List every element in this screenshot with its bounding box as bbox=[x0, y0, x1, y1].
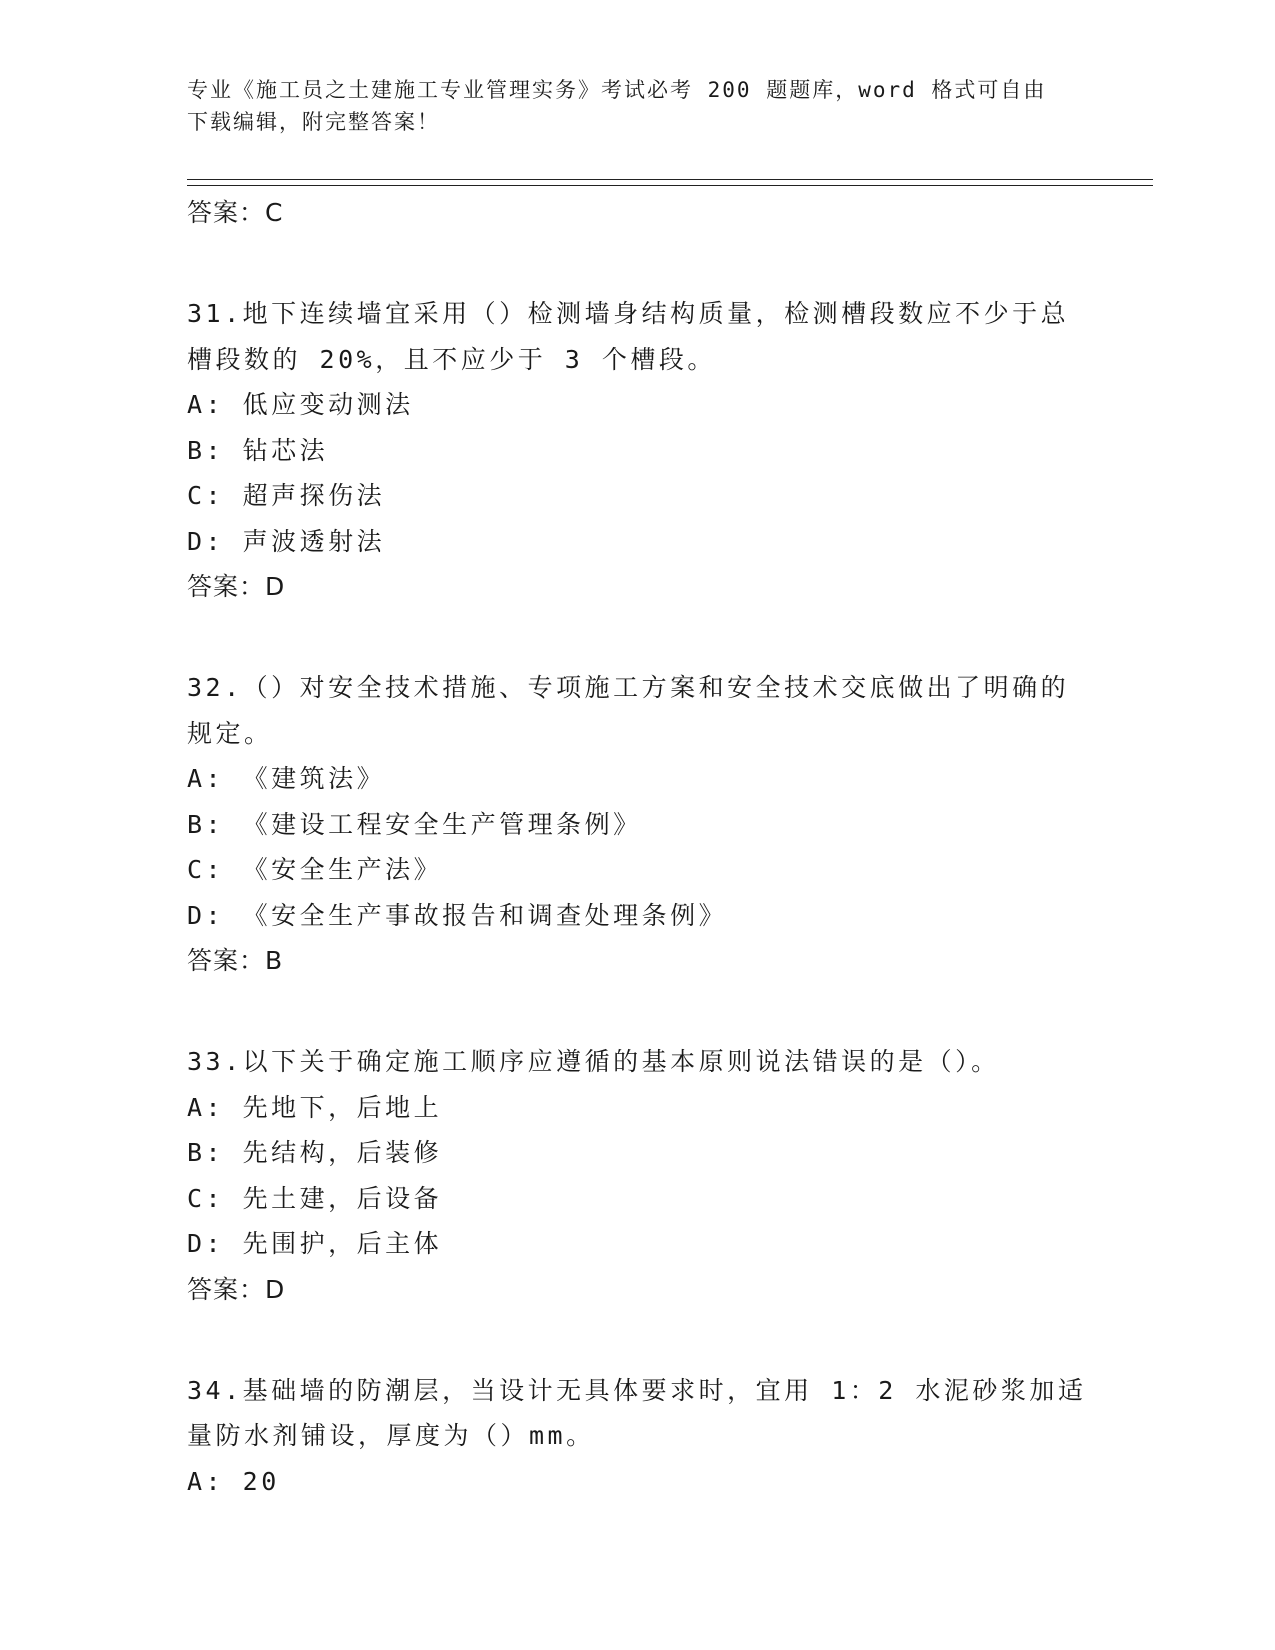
question-32 bbox=[187, 665, 1087, 983]
option-c: C: 超声探伤法 bbox=[187, 481, 386, 510]
question-text: 34.基础墙的防潮层，当设计无具体要求时，宜用 1：2 水泥砂浆加适量防水剂铺设，厚度为（）mm。 bbox=[187, 1375, 1087, 1450]
option-a: A: 先地下，后地上 bbox=[187, 1092, 443, 1122]
option-d: D: 声波透射法 bbox=[187, 526, 386, 556]
question-34 bbox=[187, 1368, 1087, 1505]
answer-label: 答案：D bbox=[187, 572, 286, 601]
question-31 bbox=[187, 291, 1087, 609]
answer-label: 答案：B bbox=[187, 946, 284, 975]
header-title: 专业《施工员之土建施工专业管理实务》考试必考 200 题题库，word 格式可自由下载编辑，附完整答案！ bbox=[187, 78, 1047, 134]
option-c: C: 《安全生产法》 bbox=[187, 855, 443, 884]
option-d: D: 《安全生产事故报告和调查处理条例》 bbox=[187, 900, 728, 930]
option-a: A: 低应变动测法 bbox=[187, 390, 414, 419]
option-a: A: 20 bbox=[187, 1466, 280, 1496]
option-c: C: 先土建，后设备 bbox=[187, 1183, 443, 1213]
option-b: B: 《建设工程安全生产管理条例》 bbox=[187, 809, 642, 839]
option-a: A: 《建筑法》 bbox=[187, 764, 386, 793]
question-33 bbox=[187, 1039, 1087, 1312]
option-b: B: 先结构，后装修 bbox=[187, 1138, 443, 1167]
answer-label: 答案：D bbox=[187, 1274, 286, 1304]
header-divider bbox=[187, 179, 1153, 186]
document-header bbox=[187, 74, 1067, 138]
question-text: 32.（）对安全技术措施、专项施工方案和安全技术交底做出了明确的规定。 bbox=[187, 673, 1070, 748]
answer-label: 答案：C bbox=[187, 198, 284, 227]
option-b: B: 钻芯法 bbox=[187, 435, 329, 465]
question-text: 33.以下关于确定施工顺序应遵循的基本原则说法错误的是（）。 bbox=[187, 1047, 1000, 1076]
question-text: 31.地下连续墙宜采用（）检测墙身结构质量，检测槽段数应不少于总槽段数的 20%，且不应少于 3 个槽段。 bbox=[187, 299, 1070, 374]
option-d: D: 先围护，后主体 bbox=[187, 1229, 443, 1258]
document-body bbox=[187, 190, 1087, 1504]
